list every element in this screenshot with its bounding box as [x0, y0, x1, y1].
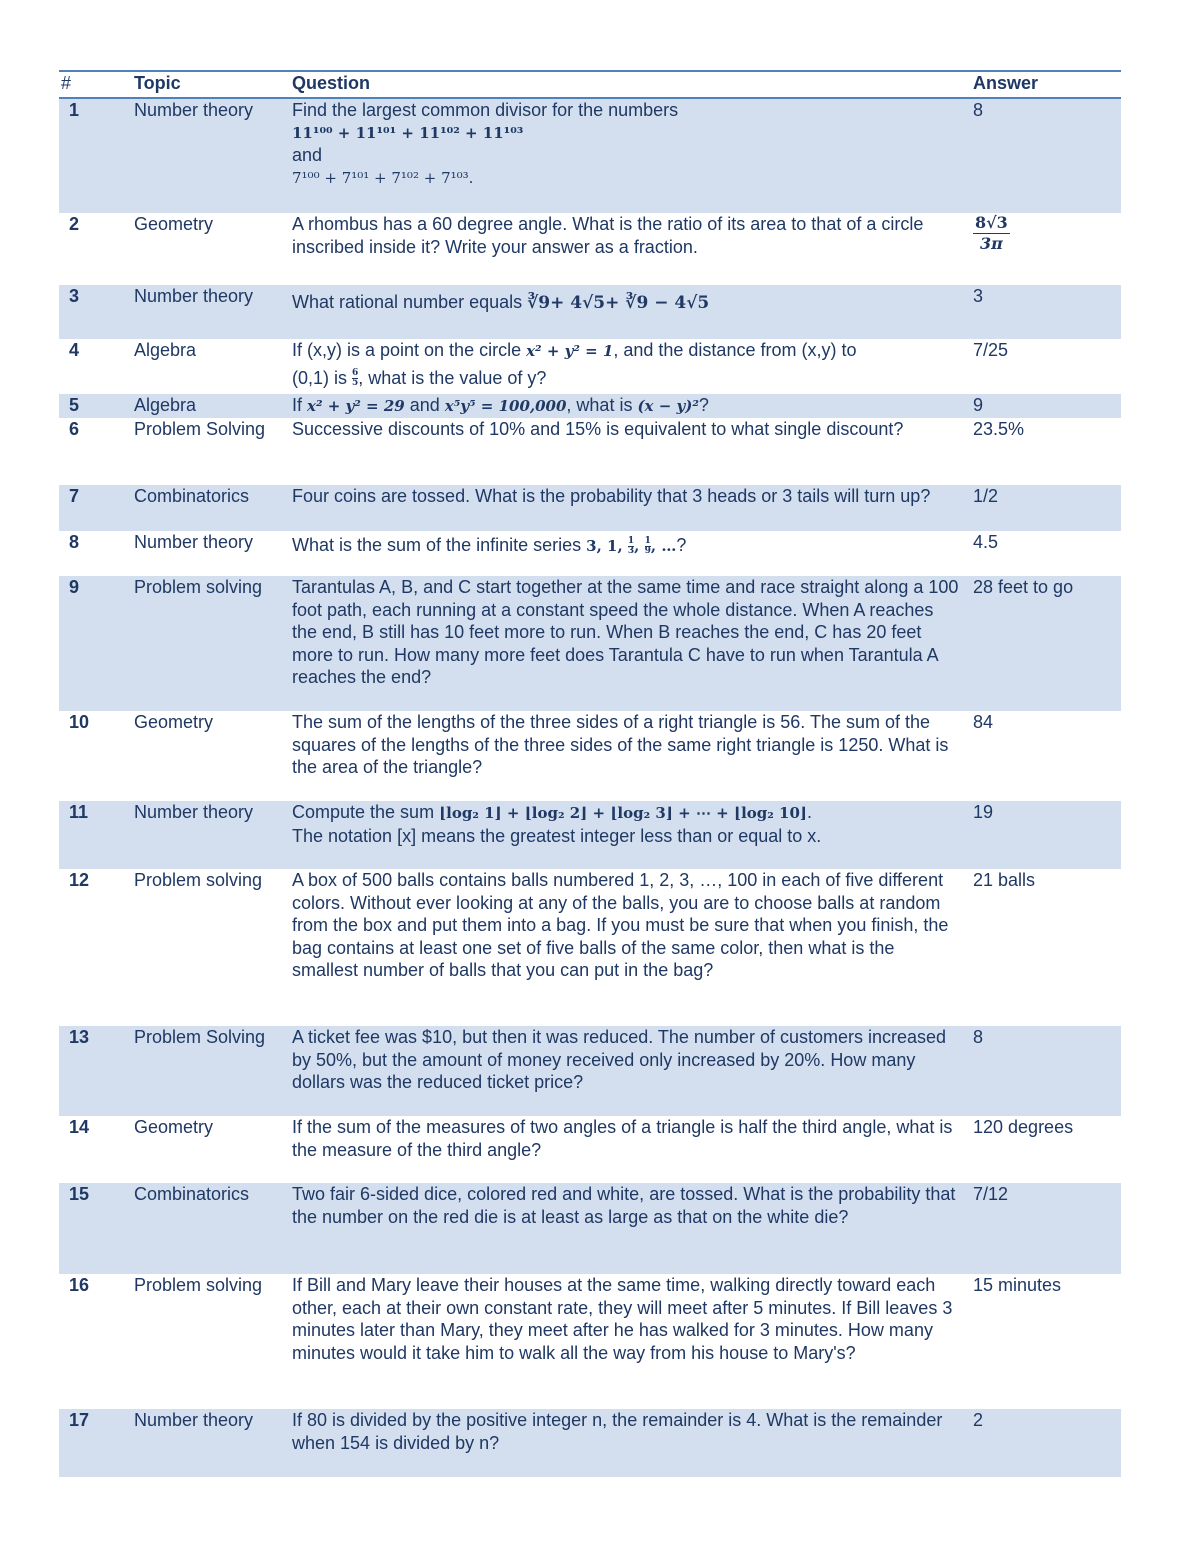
- row-answer: 7/12: [973, 1184, 1009, 1204]
- row-number: 7: [69, 486, 80, 506]
- row-answer: 7/25: [973, 340, 1009, 360]
- table-row: [59, 801, 1121, 869]
- row-question: A box of 500 balls contains balls numbered 1, 2, 3, …, 100 in each of five different colors. Without ever looking at any of the balls, you are to choose balls at random from the box and put them into a bag. If you must be sure that when you finish, the bag contains at least one set of five balls of the same color, then what is the smallest number of balls that you can put in the bag?: [292, 870, 949, 981]
- question-math: 11¹⁰⁰ + 11¹⁰¹ + 11¹⁰² + 11¹⁰³: [292, 123, 524, 142]
- row-number: 5: [69, 395, 80, 415]
- row-answer: [973, 213, 1113, 254]
- question-text: If (x,y) is a point on the circle: [292, 340, 527, 360]
- row-topic: Geometry: [134, 1117, 214, 1137]
- question-text: What rational number equals: [292, 292, 528, 312]
- question-text: , what is the value of y?: [358, 367, 547, 388]
- answer-numerator: 8√3: [975, 213, 1008, 232]
- table-row: [59, 213, 1121, 285]
- table-row: [59, 869, 1121, 1026]
- row-question: [292, 339, 962, 389]
- row-number: 1: [69, 100, 80, 120]
- table-row: [59, 1274, 1121, 1409]
- row-topic: Combinatorics: [134, 486, 250, 506]
- row-answer: 8: [973, 100, 984, 120]
- row-question: [292, 534, 962, 558]
- row-number: 6: [69, 419, 80, 439]
- row-answer: 120 degrees: [973, 1117, 1074, 1137]
- row-question: A rhombus has a 60 degree angle. What is the ratio of its area to that of a circle inscribed inside it? Write your answer as a fraction.: [292, 214, 924, 257]
- question-math: x² + y² = 1: [526, 342, 614, 360]
- row-topic: Number theory: [134, 532, 254, 552]
- table-row: [59, 99, 1121, 213]
- header-topic: Topic: [134, 73, 181, 93]
- row-answer: 9: [973, 395, 984, 415]
- table-row: [59, 394, 1121, 418]
- row-question: Tarantulas A, B, and C start together at the same time and race straight along a 100 foot path, each running at a constant speed the whole distance. When A reaches the end, B still has 10 feet more to run. When B reaches the end, C has 20 feet more to run. How many more feet does Tarantula C have to run when Tarantula A reaches the end?: [292, 577, 959, 688]
- question-text: Compute the sum: [292, 802, 440, 822]
- question-text: ?: [676, 535, 687, 555]
- row-answer: 84: [973, 712, 994, 732]
- question-math: (x − y)²: [637, 397, 699, 415]
- question-text: The notation [x] means the greatest integer less than or equal to x.: [292, 825, 822, 846]
- question-text: .: [807, 802, 813, 822]
- row-number: 10: [69, 712, 90, 732]
- fraction-numerator: 1: [644, 535, 651, 546]
- row-topic: Problem Solving: [134, 1027, 266, 1047]
- question-text: , what is: [566, 395, 638, 415]
- row-question: Two fair 6-sided dice, colored red and white, are tossed. What is the probability that the number on the red die is at least as large as that on the white die?: [292, 1184, 956, 1227]
- question-math: 7¹⁰⁰ + 7¹⁰¹ + 7¹⁰² + 7¹⁰³.: [292, 168, 474, 187]
- row-topic: Combinatorics: [134, 1184, 250, 1204]
- row-number: 4: [69, 340, 80, 360]
- question-text: ?: [698, 395, 709, 415]
- question-text: If: [292, 395, 308, 415]
- row-number: 8: [69, 532, 80, 552]
- fraction-denominator: 3: [627, 545, 635, 556]
- question-text: (0,1) is: [292, 367, 353, 388]
- row-number: 15: [69, 1184, 90, 1204]
- row-question: If the sum of the measures of two angles of a triangle is half the third angle, what is the measure of the third angle?: [292, 1117, 953, 1160]
- row-number: 12: [69, 870, 90, 890]
- row-number: 3: [69, 286, 80, 306]
- question-line: Find the largest common divisor for the numbers: [292, 100, 679, 120]
- row-answer: 21 balls: [973, 870, 1036, 890]
- row-answer: 8: [973, 1027, 984, 1047]
- question-math: ∛9+ 4√5+ ∛9 − 4√5: [527, 293, 710, 313]
- question-math: , …: [650, 537, 677, 555]
- fraction-denominator: 9: [644, 545, 651, 556]
- problem-table: [59, 70, 1121, 1477]
- row-topic: Problem Solving: [134, 419, 266, 439]
- row-question: [292, 801, 962, 847]
- row-question: [292, 291, 962, 315]
- question-math: x⁵y⁵ = 100,000: [444, 397, 567, 415]
- row-topic: Number theory: [134, 802, 254, 822]
- row-question: If Bill and Mary leave their houses at the same time, walking directly toward each other, each at their own constant rate, they will meet after 5 minutes. If Bill leaves 3 minutes later than Mary, they meet after he has walked for 3 minutes. How many minutes would it take him to walk all the way from his house to Mary's?: [292, 1275, 953, 1363]
- row-question: Successive discounts of 10% and 15% is equivalent to what single discount?: [292, 419, 904, 439]
- table-row: [59, 576, 1121, 711]
- row-topic: Number theory: [134, 100, 254, 120]
- header-number: #: [61, 73, 72, 93]
- table-row: [59, 1026, 1121, 1116]
- table-row: [59, 285, 1121, 339]
- row-topic: Number theory: [134, 286, 254, 306]
- row-number: 14: [69, 1117, 90, 1137]
- row-answer: 2: [973, 1410, 984, 1430]
- table-header: [59, 70, 1121, 99]
- row-number: 2: [69, 214, 80, 234]
- question-math: ⌊log₂ 1⌋ + ⌊log₂ 2⌋ + ⌊log₂ 3⌋ + ⋯ + ⌊log₂ 10⌋: [439, 804, 808, 822]
- row-topic: Problem solving: [134, 1275, 263, 1295]
- row-question: If 80 is divided by the positive integer n, the remainder is 4. What is the remainder when 154 is divided by n?: [292, 1410, 943, 1453]
- row-answer: 15 minutes: [973, 1275, 1062, 1295]
- question-text: , and the distance from (x,y) to: [613, 340, 857, 360]
- question-text: What is the sum of the infinite series: [292, 535, 587, 555]
- table-row: [59, 339, 1121, 394]
- row-number: 13: [69, 1027, 90, 1047]
- row-question: Four coins are tossed. What is the probability that 3 heads or 3 tails will turn up?: [292, 486, 931, 506]
- answer-denominator: 3π: [979, 234, 1003, 253]
- row-question: [292, 394, 962, 418]
- question-math: 3, 1,: [586, 537, 628, 555]
- row-topic: Algebra: [134, 340, 197, 360]
- row-topic: Geometry: [134, 712, 214, 732]
- table-row: [59, 711, 1121, 801]
- table-row: [59, 1116, 1121, 1183]
- row-answer: 19: [973, 802, 994, 822]
- header-question: Question: [292, 73, 371, 93]
- question-line: and: [292, 145, 323, 166]
- fraction-denominator: 5: [352, 378, 359, 389]
- row-answer: 1/2: [973, 486, 999, 506]
- header-answer: Answer: [973, 73, 1039, 93]
- row-topic: Problem solving: [134, 577, 263, 597]
- row-topic: Geometry: [134, 214, 214, 234]
- row-answer: 23.5%: [973, 419, 1025, 439]
- table-row: [59, 531, 1121, 576]
- table-row: [59, 1183, 1121, 1274]
- row-number: 16: [69, 1275, 90, 1295]
- row-topic: Problem solving: [134, 870, 263, 890]
- row-answer: 28 feet to go: [973, 577, 1074, 597]
- question-text: and: [404, 395, 445, 415]
- question-math: x² + y² = 29: [307, 397, 405, 415]
- row-question: [292, 99, 962, 189]
- table-row: [59, 418, 1121, 485]
- row-number: 9: [69, 577, 80, 597]
- row-number: 11: [69, 802, 89, 822]
- question-math: ,: [634, 537, 645, 555]
- row-topic: Algebra: [134, 395, 197, 415]
- row-question: A ticket fee was $10, but then it was reduced. The number of customers increased by 50%, but the amount of money received only increased by 20%. How many dollars was the reduced ticket price?: [292, 1027, 947, 1093]
- row-answer: 3: [973, 286, 984, 306]
- fraction-numerator: 6: [352, 368, 359, 379]
- row-number: 17: [69, 1410, 90, 1430]
- table-row: [59, 485, 1121, 531]
- row-topic: Number theory: [134, 1410, 254, 1430]
- row-question: The sum of the lengths of the three sides of a right triangle is 56. The sum of the squares of the lengths of the three sides of the same right triangle is 1250. What is the area of the triangle?: [292, 712, 949, 778]
- fraction-numerator: 1: [627, 535, 635, 546]
- row-answer: 4.5: [973, 532, 999, 552]
- table-row: [59, 1409, 1121, 1477]
